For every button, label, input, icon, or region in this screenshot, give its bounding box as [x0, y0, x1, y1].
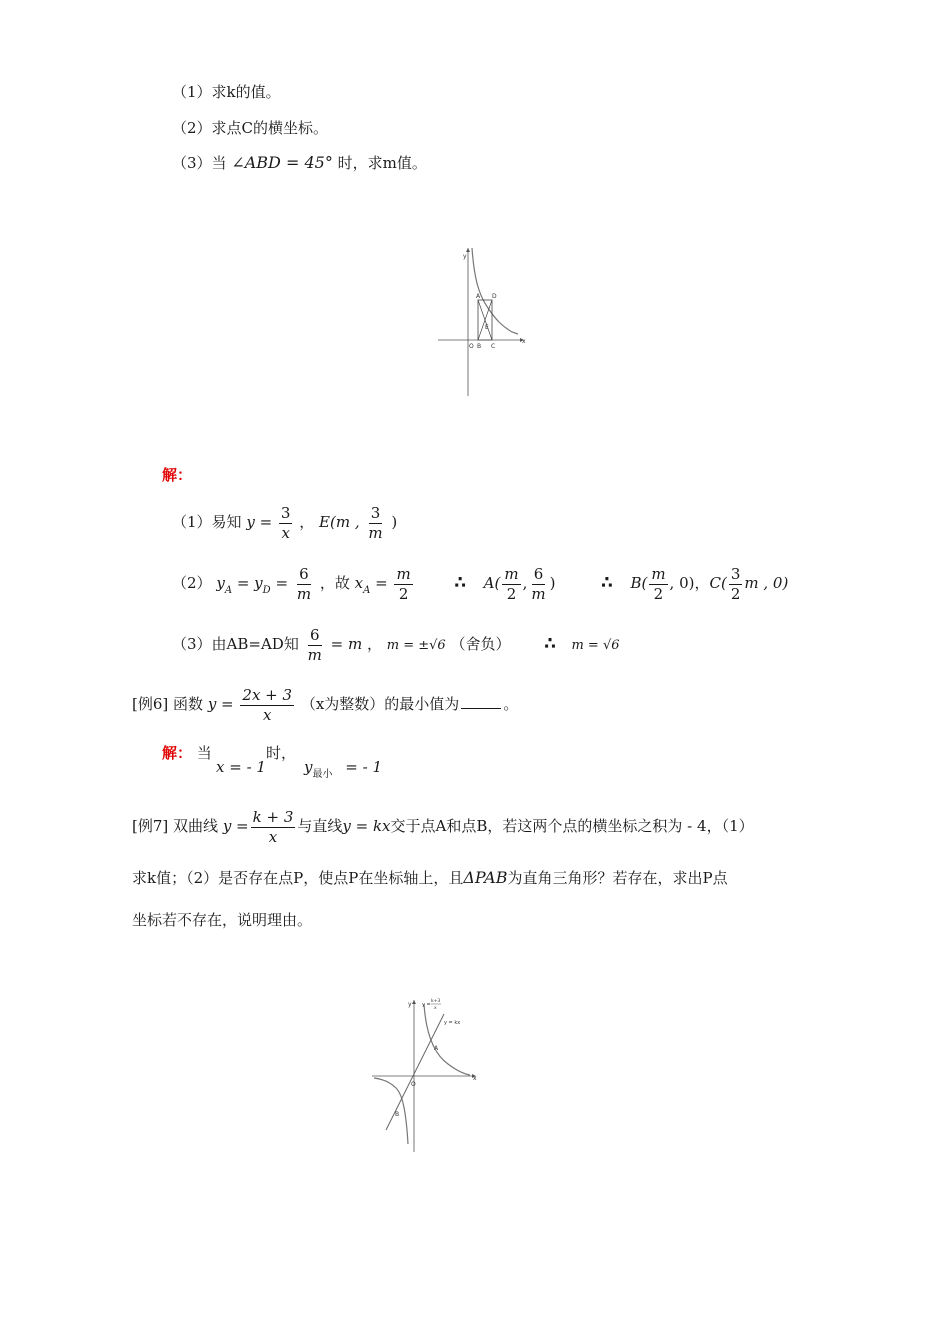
- figure-2-graph: [368, 994, 480, 1156]
- ex6-sol-ymin: [304, 756, 382, 786]
- s1-sep: ，: [299, 513, 315, 531]
- question-2: （2）求点C的横坐标。: [172, 119, 329, 137]
- therefore-2: ∴: [601, 573, 613, 593]
- s2-A-comma: ,: [522, 574, 528, 592]
- s2-B-n: m: [651, 564, 666, 583]
- ex7-line: y = kx: [342, 817, 391, 835]
- fig1-label-A: A: [476, 293, 481, 300]
- s3-fraction: [306, 626, 324, 665]
- ex7-den: x: [268, 827, 278, 846]
- figure-1-graph: [436, 246, 526, 398]
- s2-subA: A: [224, 585, 233, 596]
- question-1: （1）求k的值。: [172, 83, 281, 101]
- s2-A-n1: m: [504, 564, 519, 583]
- s2-yD: = y: [236, 574, 263, 592]
- fig2-label-A: A: [434, 1045, 439, 1052]
- s1-den: x: [281, 523, 290, 542]
- example-6: [132, 682, 518, 726]
- fig2-label-B: B: [395, 1111, 400, 1118]
- solution-step-1: [172, 500, 397, 544]
- ex6-num: 2x + 3: [242, 685, 293, 704]
- s1-E-den: m: [368, 523, 383, 542]
- example-7-line-3: 坐标若不存在，说明理由。: [132, 911, 313, 929]
- s2-eq: =: [275, 574, 289, 592]
- ex6-sol-when: 当: [196, 744, 212, 762]
- solution-step-3: [172, 622, 620, 668]
- ex7-with: 与直线: [297, 817, 343, 835]
- ex7-fraction: [251, 808, 296, 847]
- s2-B-close: , 0): [669, 574, 695, 592]
- s2-fraction: [295, 565, 313, 604]
- ex6-sol-x: x = - 1: [216, 758, 266, 776]
- ex7-rest2: ，（1）: [706, 817, 754, 835]
- s2-m-num: m: [396, 564, 411, 583]
- ex6-sol-y: y: [304, 758, 313, 776]
- s1-close: ): [391, 513, 398, 531]
- s2-B-d: 2: [653, 584, 664, 603]
- s2-A-d1: 2: [506, 584, 517, 603]
- fig2-hyper-den: x: [434, 1006, 437, 1011]
- s2-m-den: 2: [398, 584, 409, 603]
- ex6-den: x: [263, 705, 272, 724]
- fig1-label-E: E: [485, 324, 489, 331]
- fig2-hyper-num: k+3: [431, 999, 441, 1004]
- ex7-line2b: 为直角三角形？若存在，求出P点: [507, 869, 728, 887]
- s2-C-close: m , 0): [744, 574, 789, 592]
- s2-A-n2: 6: [533, 564, 544, 583]
- s3-final: m = √6: [571, 638, 620, 653]
- fig1-label-O: O: [469, 343, 474, 350]
- s1-E-fraction: [366, 504, 384, 543]
- ex6-end: 。: [503, 695, 519, 713]
- fig2-line-label: y = kx: [444, 1020, 461, 1026]
- s2-C-n: 3: [730, 564, 741, 583]
- fig2-label-O: O: [411, 1081, 416, 1088]
- s1-y: y =: [246, 513, 273, 531]
- s3-m: m = ±√6: [386, 638, 446, 653]
- solution-step-2: [172, 561, 788, 613]
- ex7-rest1: 交于点A和点B，若这两个点的横坐标之积为: [390, 817, 683, 835]
- s2-yA: y: [216, 574, 225, 592]
- s2-subD: D: [262, 585, 271, 596]
- ex7-line2a: 求k值；（2）是否存在点P，使点P在坐标轴上，且: [132, 869, 464, 887]
- ex6-cond: （x为整数）的最小值为: [300, 695, 460, 713]
- fig1-label-D: D: [492, 293, 497, 300]
- example-7-line-1: [132, 804, 754, 848]
- s3-num: 6: [309, 625, 320, 644]
- ex6-sol-val: = - 1: [345, 758, 382, 776]
- q3-suffix: 时，求m值。: [337, 154, 427, 172]
- ex6-label: [例6] 函数: [132, 695, 204, 713]
- question-3: [172, 152, 427, 174]
- s2-C: C(: [709, 574, 727, 592]
- q3-angle: ∠ABD = 45°: [231, 153, 333, 172]
- example-7-line-2: [132, 867, 728, 889]
- ex7-label: [例7] 双曲线: [132, 817, 219, 835]
- s2-xA-sub: A: [363, 585, 371, 596]
- s2-A-d2: m: [531, 584, 546, 603]
- fig2-label-x: x: [473, 1075, 477, 1082]
- s3-label: （3）由AB=AD知: [172, 635, 299, 653]
- fig1-label-B: B: [477, 343, 482, 350]
- s3-comma: ，: [366, 635, 382, 653]
- fig1-label-x: x: [522, 338, 526, 345]
- s2-B-frac: [649, 565, 667, 604]
- s1-E-num: 3: [370, 503, 381, 522]
- s1-E: E(m ,: [319, 513, 360, 531]
- s3-eq: = m: [330, 635, 363, 653]
- s1-fraction: [279, 504, 293, 543]
- ex6-sol-shi: 时，: [266, 744, 297, 762]
- ex6-fraction: [240, 686, 294, 725]
- s1-num: 3: [280, 503, 291, 522]
- s2-A: A(: [483, 574, 501, 592]
- q3-prefix: （3）当: [172, 154, 227, 172]
- therefore-1: ∴: [454, 573, 467, 593]
- ex6-sol-sub: 最小: [312, 769, 333, 780]
- answer-blank[interactable]: [461, 694, 501, 709]
- ex7-num: k + 3: [252, 807, 294, 826]
- s3-den: m: [307, 645, 322, 664]
- s2-C-frac: [729, 565, 743, 604]
- s2-label: （2）: [172, 574, 212, 592]
- therefore-3: ∴: [544, 634, 556, 654]
- s2-A-frac1: [502, 565, 520, 604]
- s2-xA: x: [354, 574, 364, 592]
- s2-num: 6: [299, 564, 309, 583]
- s1-label: （1）易知: [172, 513, 242, 531]
- s2-den: m: [296, 584, 312, 603]
- ex7-y: y =: [222, 817, 249, 835]
- example-6-solution: [162, 742, 212, 764]
- s2-comma: ，: [694, 574, 710, 592]
- ex6-y: y =: [207, 695, 234, 713]
- ex7-triangle: ΔPAB: [463, 868, 508, 887]
- s2-A-frac2: [529, 565, 547, 604]
- fig2-hyper-label: y =: [422, 1002, 431, 1008]
- ex6-sol-header: 解：: [162, 744, 193, 762]
- s2-C-d: 2: [730, 584, 741, 603]
- s2-m-fraction: [394, 565, 412, 604]
- s2-A-close: ): [549, 574, 556, 592]
- ex7-neg4: - 4: [687, 817, 707, 835]
- s2-eq4: =: [375, 574, 388, 592]
- fig1-label-y: y: [463, 253, 467, 260]
- fig1-label-C: C: [491, 343, 496, 350]
- fig2-label-y: y: [408, 1001, 412, 1008]
- s2-gu: ，故: [319, 574, 350, 592]
- solution-header: 解：: [162, 466, 193, 484]
- s2-B: B(: [630, 574, 648, 592]
- s3-note: （舍负）: [450, 635, 511, 653]
